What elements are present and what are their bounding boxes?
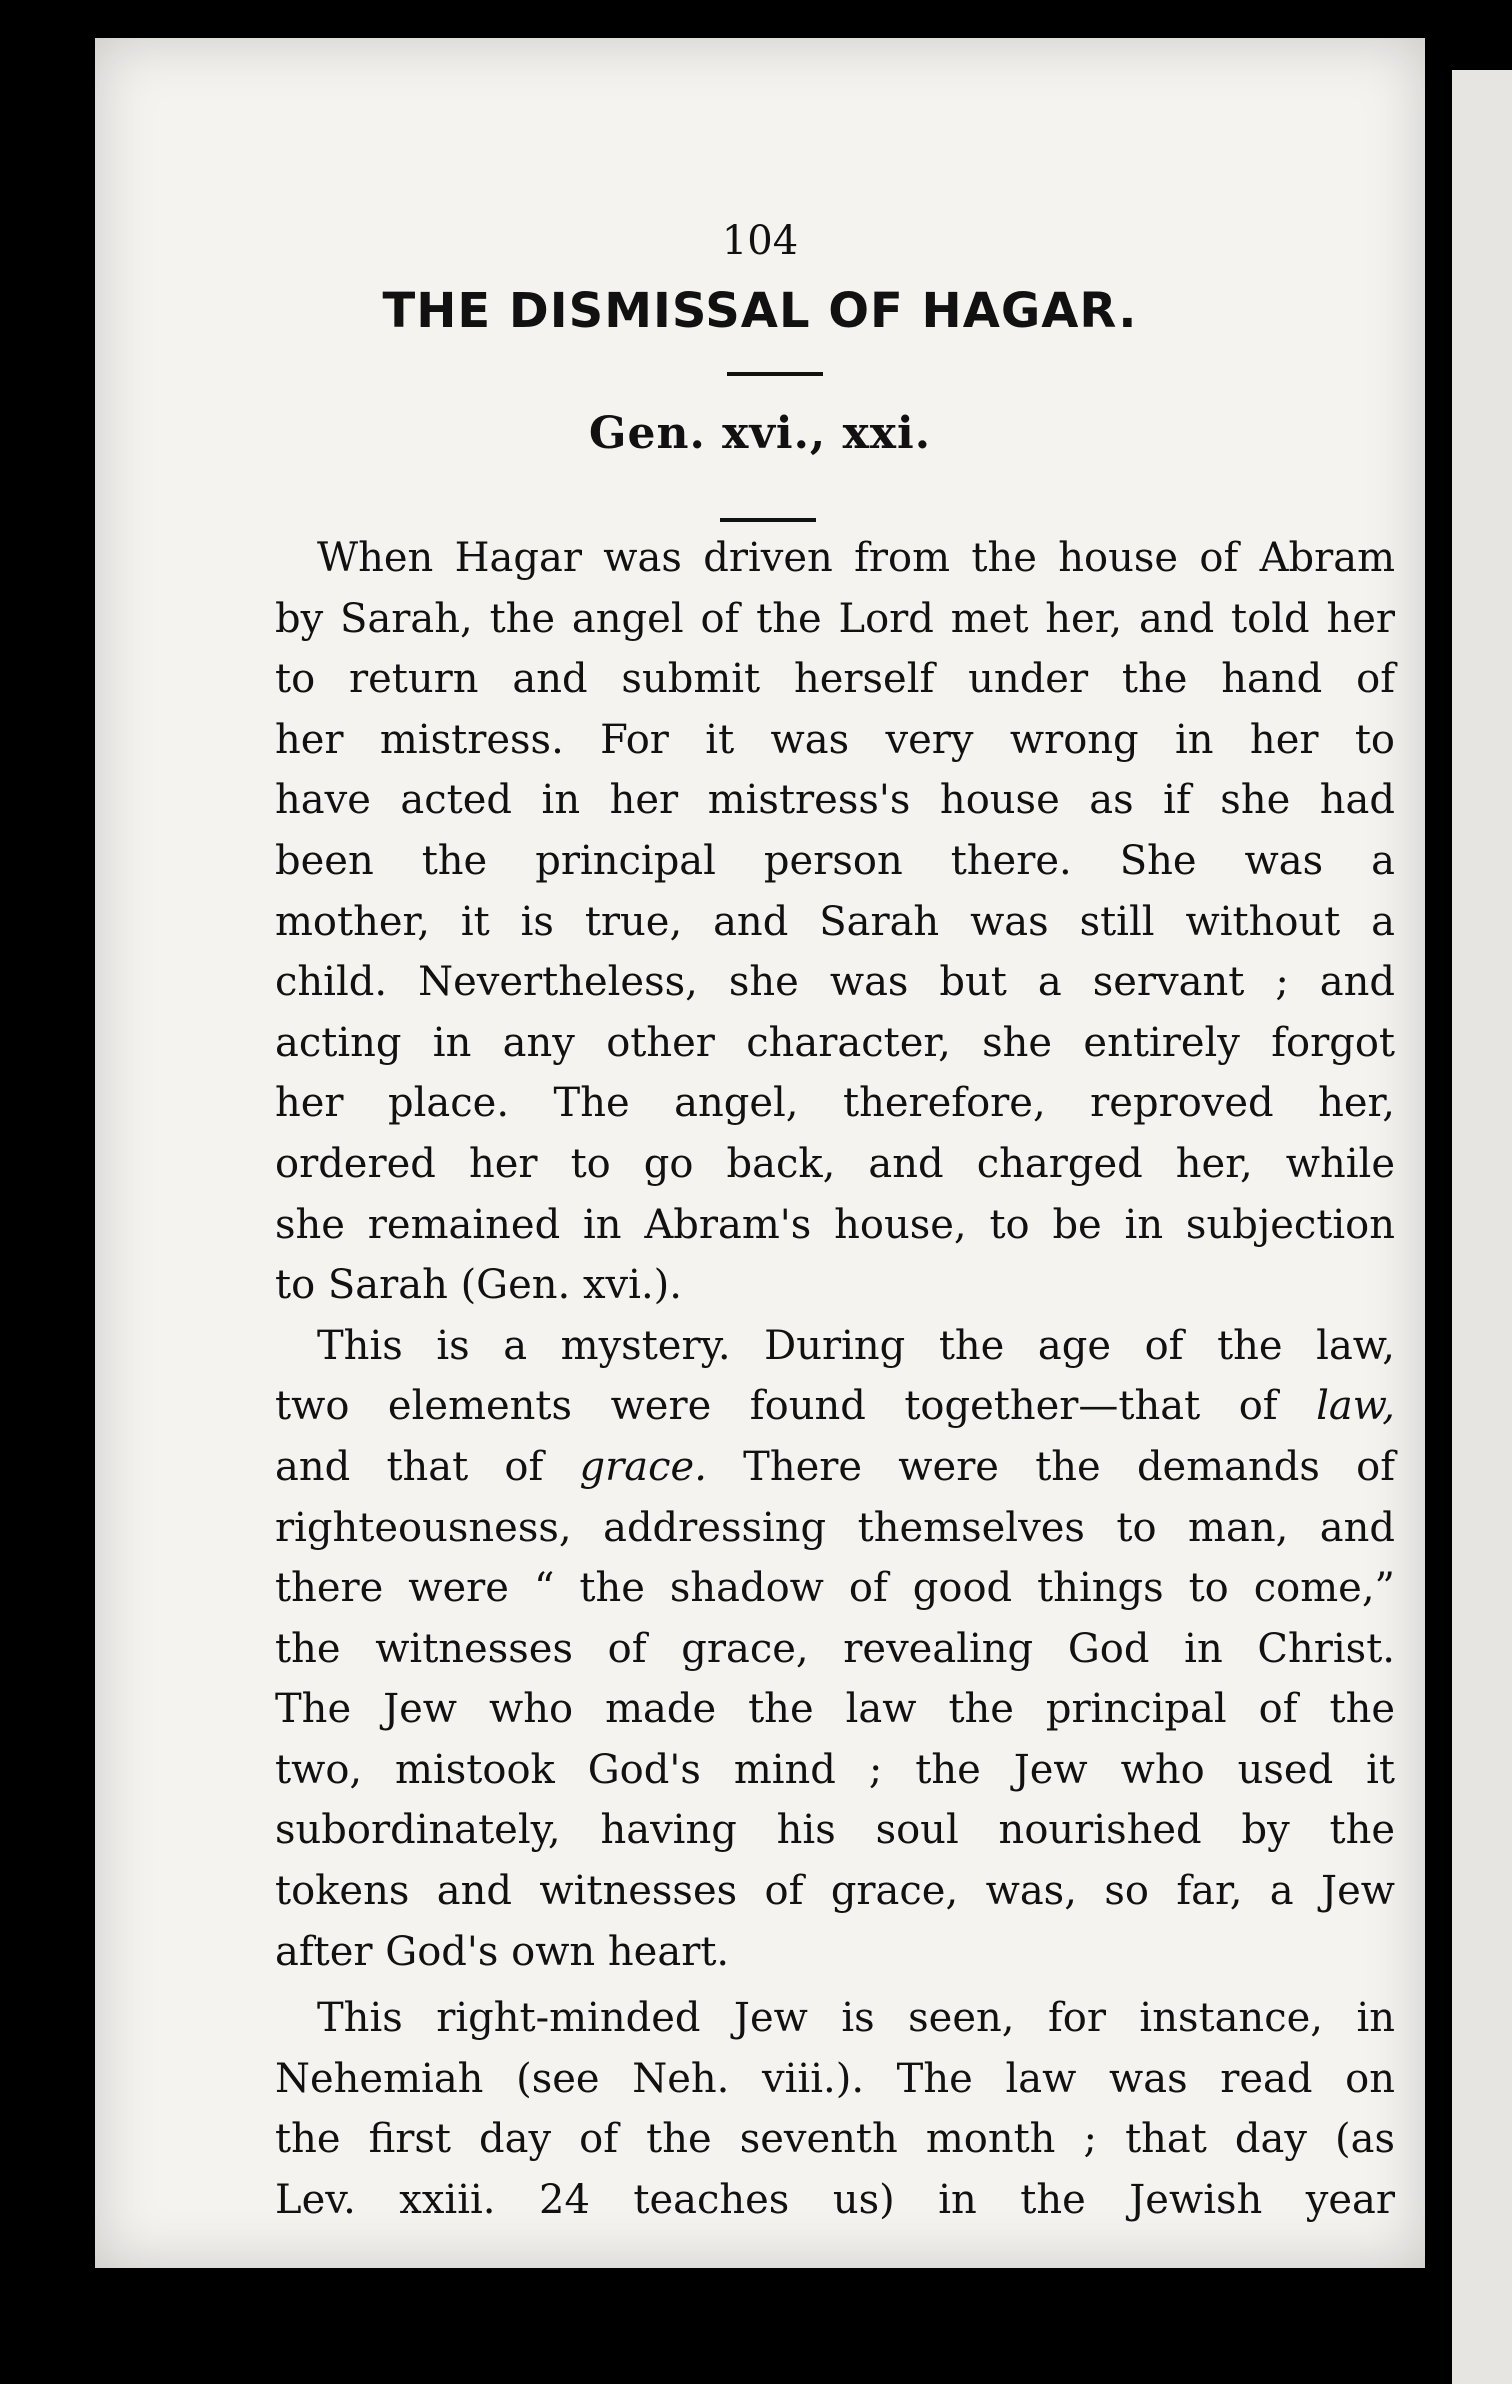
text-line: the witnesses of grace, revealing God in Christ. [275,1625,1395,1672]
book-page [95,38,1425,2268]
text-line: mother, it is true, and Sarah was still without a [275,898,1395,945]
text-line: her place. The angel, therefore, reproved her, [275,1080,1395,1127]
scripture-reference: Gen. xvi., xxi. [588,408,932,459]
text-line: Lev. xxiii. 24 teaches us) in the Jewish year [275,2177,1395,2224]
title-rule [727,372,823,376]
italic-word: law, [1316,1383,1395,1430]
text-line: child. Nevertheless, she was but a servant ; and [275,959,1395,1006]
page-number: 104 [721,218,799,264]
text-line: there were “ the shadow of good things to come,” [275,1565,1395,1612]
text-line: ordered her to go back, and charged her, while [275,1140,1395,1187]
text-line: two, mistook God's mind ; the Jew who used it [275,1746,1395,1793]
text-line: righteousness, addressing themselves to man, and [275,1504,1395,1551]
text-line: The Jew who made the law the principal of the [275,1686,1395,1733]
text-line: This is a mystery. During the age of the law, [317,1322,1395,1369]
adjacent-page-edge [1452,70,1512,2384]
text-line: This right-minded Jew is seen, for instance, in [317,1995,1395,2042]
text-line: Nehemiah (see Neh. viii.). The law was read on [275,2055,1395,2102]
text-line: to return and submit herself under the hand of [275,656,1395,703]
text-line: When Hagar was driven from the house of Abram [317,535,1395,581]
text-line: to Sarah (Gen. xvi.). [275,1262,682,1309]
text-line: her mistress. For it was very wrong in her to [275,716,1395,763]
text-line: and that of grace. There were the demands of [275,1443,1395,1490]
paragraph-3 [275,1988,1395,2230]
text-line: tokens and witnesses of grace, was, so far, a Jew [275,1868,1395,1915]
text-line: after God's own heart. [275,1928,730,1975]
subtitle-rule [720,518,816,522]
paragraph-1 [275,528,1395,1316]
italic-word: grace. [579,1443,707,1490]
text-line: have acted in her mistress's house as if she had [275,777,1395,824]
text-line: subordinately, having his soul nourished by the [275,1807,1395,1854]
paragraph-2 [275,1316,1395,1983]
text-line: two elements were found together—that of law, [275,1383,1395,1430]
text-line: she remained in Abram's house, to be in subjection [275,1201,1395,1248]
chapter-title: THE DISMISSAL OF HAGAR. [382,283,1138,339]
text-line: been the principal person there. She was a [275,837,1395,884]
body-text [275,528,1395,2231]
text-line: by Sarah, the angel of the Lord met her, and told her [275,595,1395,642]
text-line: acting in any other character, she entirely forgot [275,1019,1395,1066]
text-line: the first day of the seventh month ; that day (as [275,2116,1395,2163]
